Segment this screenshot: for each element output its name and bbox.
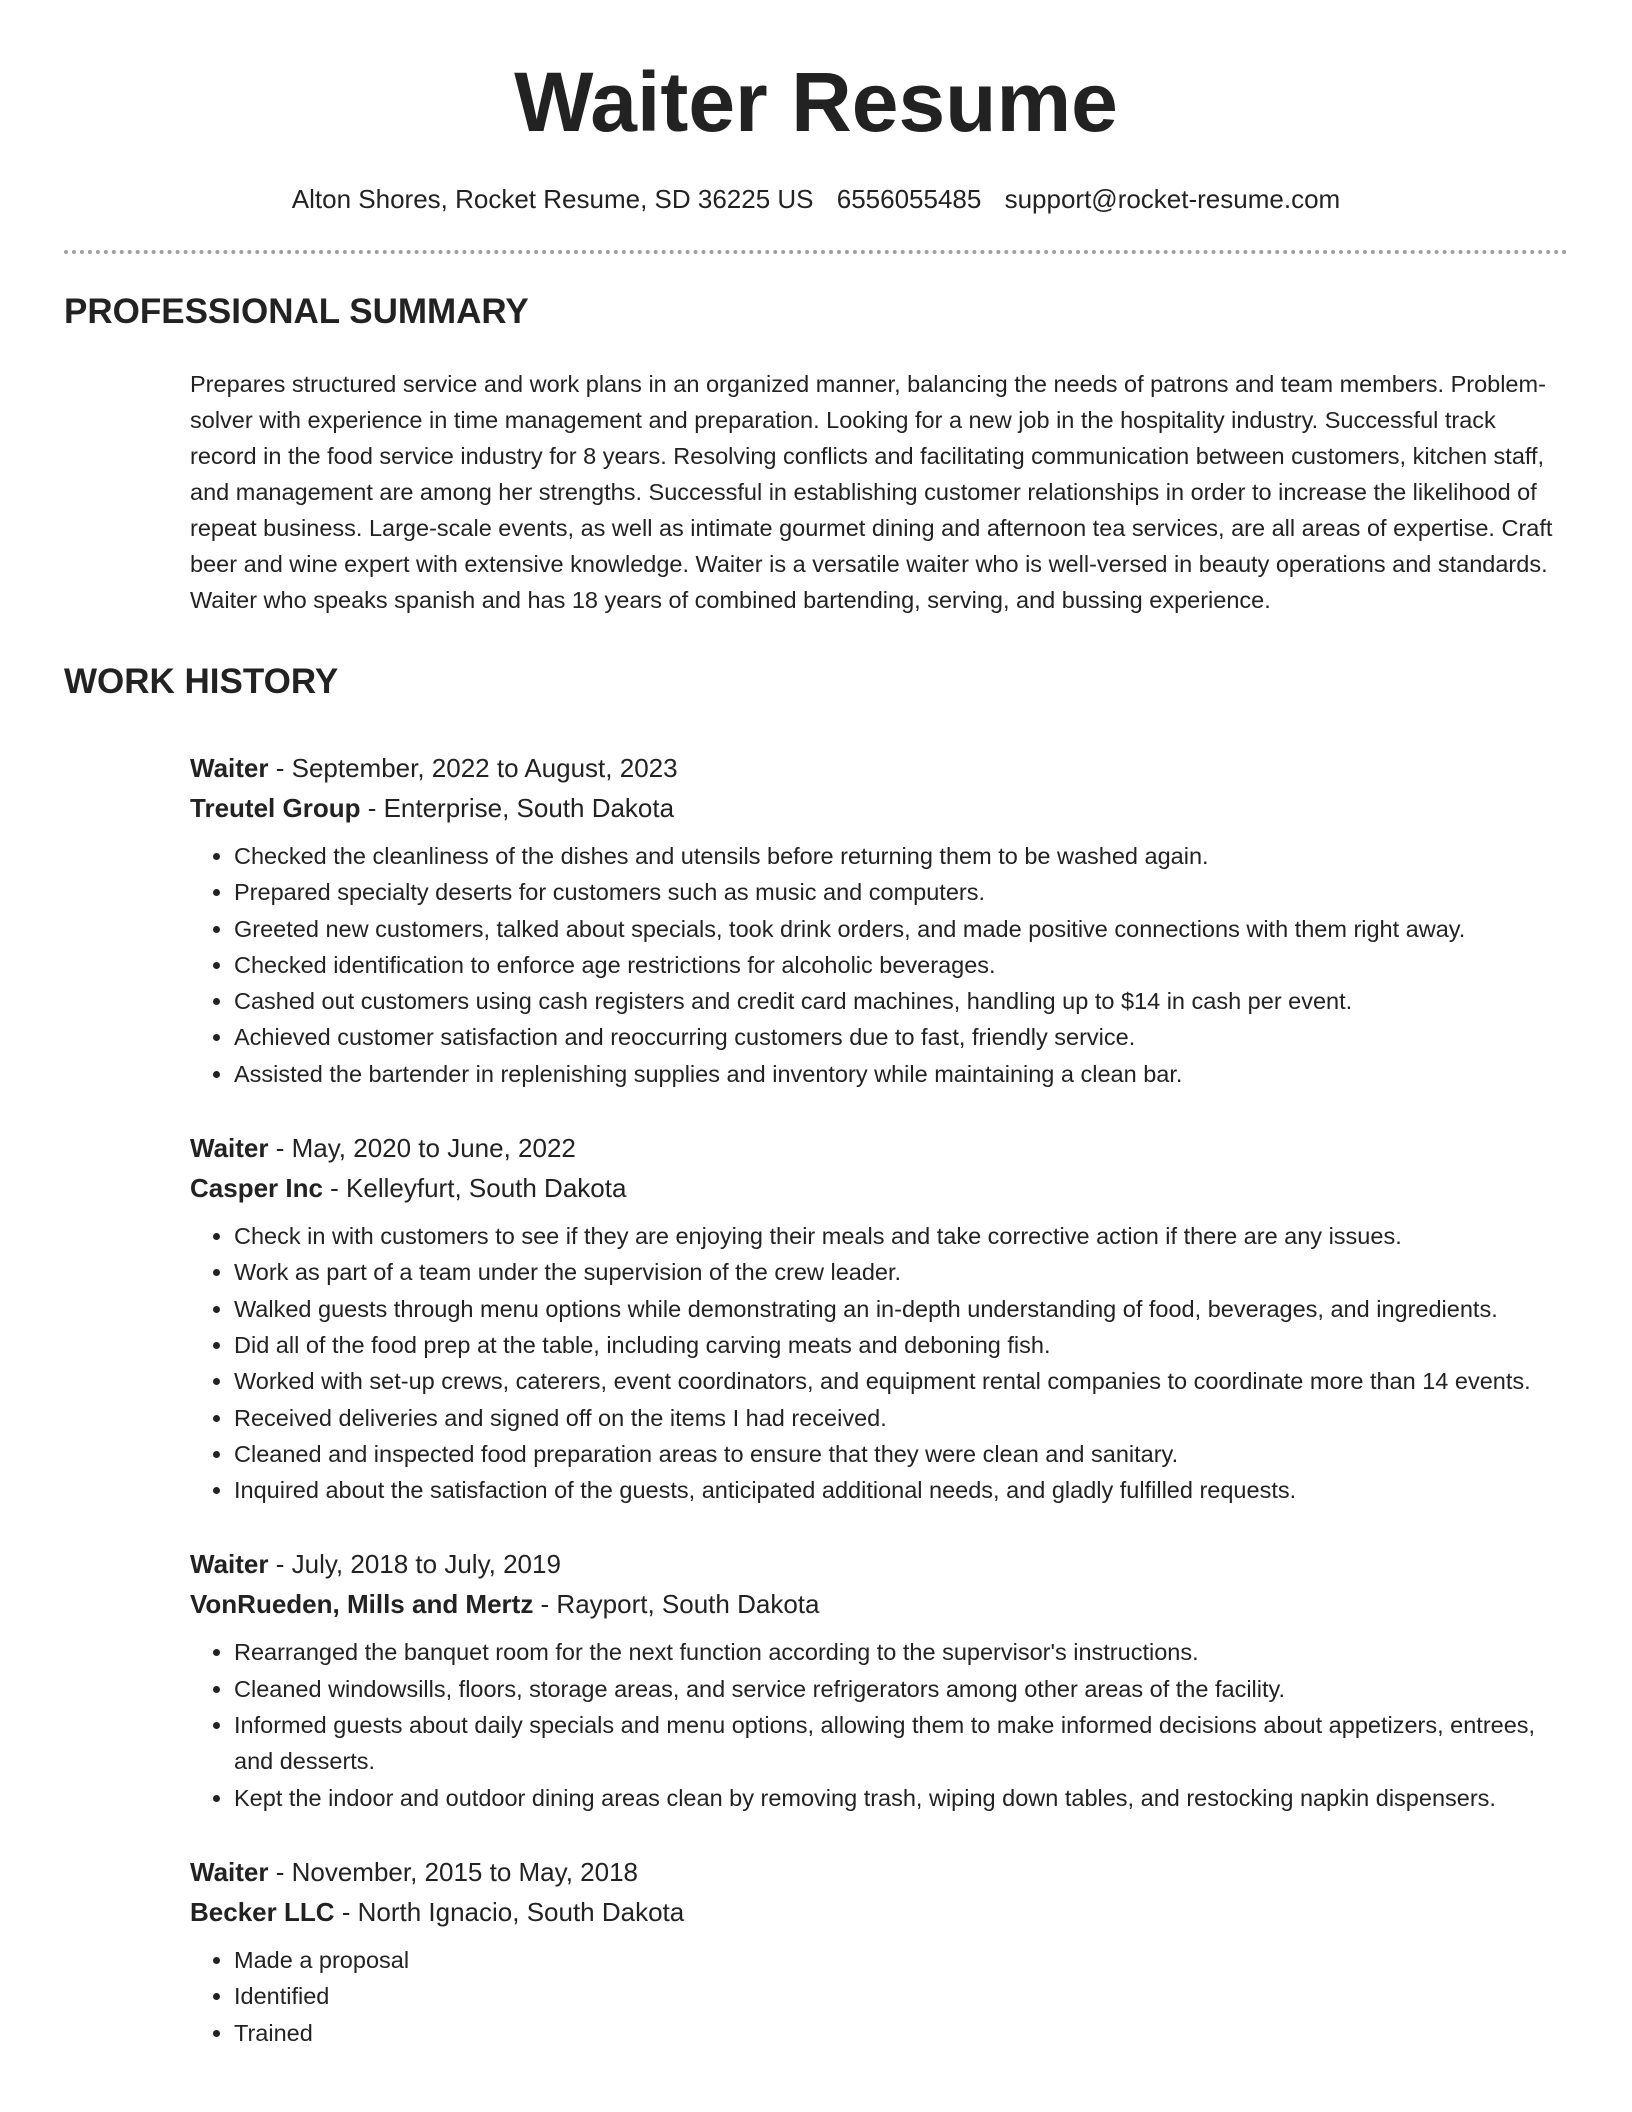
- job-bullet: • Inquired about the satisfaction of the guests, anticipated additional needs, and gladly fulfilled requests.: [234, 1472, 1580, 1508]
- job-bullet: • Achieved customer satisfaction and reoccurring customers due to fast, friendly service.: [234, 1019, 1580, 1055]
- job-entry: [190, 1852, 1580, 2051]
- contact-line: [0, 182, 1632, 216]
- job-company: Treutel Group: [190, 793, 361, 823]
- job-bullet: • Kept the indoor and outdoor dining areas clean by removing trash, wiping down tables, and restocking napkin dispensers.: [234, 1780, 1580, 1816]
- job-bullet: • Did all of the food prep at the table, including carving meats and deboning fish.: [234, 1327, 1580, 1363]
- job-title-line: [190, 1128, 1580, 1168]
- job-bullet: • Cleaned windowsills, floors, storage areas, and service refrigerators among other areas of the facility.: [234, 1671, 1580, 1707]
- job-bullet: • Assisted the bartender in replenishing supplies and inventory while maintaining a clean bar.: [234, 1056, 1580, 1092]
- job-title-line: [190, 1852, 1580, 1892]
- job-location: - North Ignacio, South Dakota: [334, 1896, 685, 1927]
- work-history-heading: WORK HISTORY: [64, 662, 339, 701]
- job-title: Waiter: [190, 1549, 269, 1580]
- job-bullet-list: [190, 1634, 1580, 1815]
- job-bullet: • Identified: [234, 1978, 1580, 2014]
- job-entry: [190, 1128, 1580, 1508]
- job-location: - Enterprise, South Dakota: [360, 793, 675, 823]
- job-bullet: • Made a proposal: [234, 1942, 1580, 1978]
- job-title-line: [190, 1544, 1580, 1584]
- job-company: Becker LLC: [190, 1896, 335, 1927]
- job-bullet: • Checked the cleanliness of the dishes and utensils before returning them to be washed again.: [234, 838, 1580, 874]
- header-divider: [64, 250, 1568, 254]
- job-bullet: • Worked with set-up crews, caterers, event coordinators, and equipment rental companies to coordinate more than 14 events.: [234, 1363, 1580, 1399]
- job-company: VonRueden, Mills and Mertz: [190, 1589, 534, 1620]
- job-entry: [190, 1544, 1580, 1815]
- job-bullet-list: [190, 838, 1580, 1092]
- job-bullet-list: [190, 1218, 1580, 1508]
- job-dates: - September, 2022 to August, 2023: [268, 753, 678, 783]
- job-company-line: [190, 788, 1580, 828]
- job-dates: - November, 2015 to May, 2018: [268, 1856, 638, 1887]
- contact-email: support@rocket-resume.com: [1004, 184, 1341, 214]
- job-title: Waiter: [190, 1856, 269, 1887]
- job-bullet: • Informed guests about daily specials and menu options, allowing them to make informed decisions about appetizers, entrees, and desserts.: [234, 1707, 1580, 1780]
- job-bullet: • Received deliveries and signed off on the items I had received.: [234, 1400, 1580, 1436]
- job-company-line: [190, 1892, 1580, 1932]
- summary-heading: PROFESSIONAL SUMMARY: [64, 292, 529, 331]
- job-bullet-list: [190, 1942, 1580, 2051]
- job-bullet: • Trained: [234, 2015, 1580, 2051]
- job-bullet: • Checked identification to enforce age restrictions for alcoholic beverages.: [234, 947, 1580, 983]
- job-company-line: [190, 1168, 1580, 1208]
- job-location: - Rayport, South Dakota: [533, 1589, 820, 1620]
- job-company-line: [190, 1584, 1580, 1624]
- job-title: Waiter: [190, 753, 269, 783]
- contact-phone: 6556055485: [836, 184, 982, 214]
- contact-address: Alton Shores, Rocket Resume, SD 36225 US: [291, 184, 814, 214]
- job-company: Casper Inc: [190, 1173, 323, 1204]
- resume-title: Waiter Resume: [514, 55, 1118, 149]
- summary-text: Prepares structured service and work plans in an organized manner, balancing the needs of patrons and team members. Problem-solver with experience in time management and preparation. Looking for a new job in the hospitality industry. Successful track record in the food service industry for 8 years. Resolving conflicts and facilitating communication between customers, kitchen staff, and management are among her strengths. Successful in establishing customer relationships in order to increase the likelihood of repeat business. Large-scale events, as well as intimate gourmet dining and afternoon tea services, are all areas of expertise. Craft beer and wine expert with extensive knowledge. Waiter is a versatile waiter who is well-versed in beauty operations and standards. Waiter who speaks spanish and has 18 years of combined bartending, serving, and bussing experience.: [190, 371, 1553, 613]
- job-title: Waiter: [190, 1133, 269, 1164]
- job-dates: - July, 2018 to July, 2019: [268, 1549, 561, 1580]
- job-bullet: • Work as part of a team under the supervision of the crew leader.: [234, 1254, 1580, 1290]
- job-dates: - May, 2020 to June, 2022: [268, 1133, 576, 1164]
- job-title-line: [190, 748, 1580, 788]
- job-bullet: • Rearranged the banquet room for the next function according to the supervisor's instructions.: [234, 1634, 1580, 1670]
- job-entry: [190, 748, 1580, 1092]
- job-bullet: • Cleaned and inspected food preparation areas to ensure that they were clean and sanitary.: [234, 1436, 1580, 1472]
- job-bullet: • Walked guests through menu options while demonstrating an in-depth understanding of food, beverages, and ingredients.: [234, 1291, 1580, 1327]
- work-history-list: [190, 748, 1580, 2087]
- job-bullet: • Greeted new customers, talked about specials, took drink orders, and made positive connections with them right away.: [234, 911, 1580, 947]
- job-bullet: • Prepared specialty deserts for customers such as music and computers.: [234, 874, 1580, 910]
- job-location: - Kelleyfurt, South Dakota: [322, 1173, 627, 1204]
- job-bullet: • Check in with customers to see if they are enjoying their meals and take corrective action if there are any issues.: [234, 1218, 1580, 1254]
- job-bullet: • Cashed out customers using cash registers and credit card machines, handling up to $14 in cash per event.: [234, 983, 1580, 1019]
